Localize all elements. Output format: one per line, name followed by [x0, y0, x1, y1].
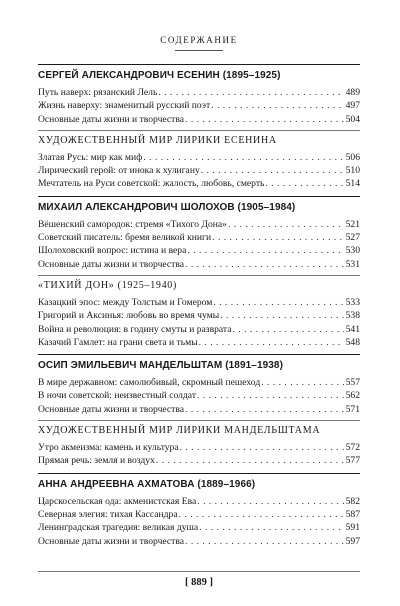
toc-entry-title: Основные даты жизни и творчества: [38, 258, 185, 270]
toc-entry-title: Царскосельская ода: акменистская Ева: [38, 495, 197, 507]
toc-entry-page: 557: [345, 377, 360, 389]
toc-entry-page: 571: [345, 403, 360, 415]
dot-leader: [143, 151, 343, 164]
toc-subsection: [38, 275, 360, 349]
toc-entry-page: 548: [345, 336, 360, 348]
dot-leader: [199, 521, 343, 534]
section-title: ОСИП ЭМИЛЬЕВИЧ МАНДЕЛЬШТАМ (1891–1938): [38, 360, 284, 372]
toc-entry-title: Утро акмеизма: камень и культура: [38, 442, 179, 454]
running-head-rule: [175, 50, 223, 51]
dot-leader: [185, 403, 344, 416]
toc-entry-page: 510: [345, 165, 360, 177]
toc-entry-title: Ленинградская трагедия: великая душа: [38, 522, 199, 534]
toc-entry-title: Вёшенский самородок: стремя «Тихого Дона»: [38, 218, 227, 230]
dot-leader: [197, 495, 343, 508]
toc-entry-page: 591: [345, 522, 360, 534]
dot-leader: [185, 113, 344, 126]
running-head: СОДЕРЖАНИЕ: [160, 35, 238, 45]
toc-entry-page: 597: [345, 535, 360, 547]
toc-entry-page: 489: [345, 87, 360, 98]
dot-leader: [185, 535, 344, 548]
toc-entry[interactable]: [38, 151, 360, 164]
toc-entry[interactable]: [38, 508, 360, 521]
toc-entry-title: Основные даты жизни и творчества: [38, 403, 185, 415]
toc-entry-title: Лирический герой: от инока к хулигану: [38, 165, 200, 177]
toc-entry-title: Жизнь наверху: знаменитый русский поэт: [38, 100, 211, 112]
toc-entry-title: В мире державном: самолюбивый, скромный пешеход: [38, 377, 261, 389]
toc-section: [38, 473, 360, 553]
book-page: [38, 0, 360, 606]
toc-entry-page: 530: [345, 245, 360, 257]
toc-entry-title: В ночи советской: неизвестный солдат: [38, 390, 197, 402]
toc-entry[interactable]: [38, 336, 360, 349]
toc-subsection: [38, 420, 360, 468]
toc-entry[interactable]: [38, 389, 360, 402]
dot-leader: [187, 244, 343, 257]
dot-leader: [179, 508, 344, 521]
toc-entry[interactable]: [38, 535, 360, 548]
dot-leader: [265, 177, 343, 190]
toc-entry[interactable]: [38, 309, 360, 322]
toc-entry[interactable]: [38, 86, 360, 99]
toc-entry-title: Северная элегия: тихая Кассандра: [38, 508, 178, 520]
toc-entry-page: 527: [345, 232, 360, 244]
toc-subsection: [38, 130, 360, 191]
toc-entry[interactable]: [38, 218, 360, 231]
toc-entry-page: 497: [345, 100, 360, 112]
dot-leader: [228, 218, 344, 231]
toc-entry-page: 582: [345, 495, 360, 507]
subsection-title: ХУДОЖЕСТВЕННЫЙ МИР ЛИРИКИ МАНДЕЛЬШТАМА: [38, 425, 321, 437]
toc-entry[interactable]: [38, 495, 360, 508]
section-title: МИХАИЛ АЛЕКСАНДРОВИЧ ШОЛОХОВ (1905–1984): [38, 201, 296, 213]
toc-entry[interactable]: [38, 403, 360, 416]
toc-entry-page: 541: [345, 323, 360, 335]
toc-entry-page: 577: [345, 455, 360, 467]
toc-entry-page: 572: [345, 442, 360, 454]
toc-entry-title: Шолоховский вопрос: истина и вера: [38, 245, 187, 257]
toc-entry-page: 531: [345, 258, 360, 270]
toc-entry-title: Григорий и Аксинья: любовь во время чумы: [38, 310, 220, 322]
toc-entry-page: 504: [345, 113, 360, 125]
dot-leader: [185, 258, 344, 271]
dot-leader: [156, 454, 344, 467]
dot-leader: [201, 164, 344, 177]
toc-entry[interactable]: [38, 113, 360, 126]
dot-leader: [212, 231, 343, 244]
toc-entry[interactable]: [38, 177, 360, 190]
toc-entry[interactable]: [38, 521, 360, 534]
dot-leader: [213, 296, 343, 309]
toc-entry-title: Основные даты жизни и творчества: [38, 535, 185, 547]
toc-entry[interactable]: [38, 454, 360, 467]
dot-leader: [261, 376, 343, 389]
toc-entry-page: 533: [345, 296, 360, 308]
footer-rule: [38, 571, 360, 572]
toc-entry-title: Казацкий эпос: между Толстым и Гомером: [38, 296, 213, 308]
dot-leader: [180, 441, 344, 454]
dot-leader: [199, 336, 344, 349]
subsection-title: «ТИХИЙ ДОН» (1925–1940): [38, 279, 178, 291]
toc-section: [38, 64, 360, 196]
table-of-contents: [38, 64, 360, 553]
toc-entry[interactable]: [38, 441, 360, 454]
toc-entry[interactable]: [38, 323, 360, 336]
toc-entry-title: Златая Русь: мир как миф: [38, 151, 143, 163]
toc-entry-title: Мечтатель на Руси советской: жалость, любовь, смерть: [38, 178, 265, 190]
dot-leader: [211, 99, 343, 112]
toc-entry[interactable]: [38, 296, 360, 309]
toc-entry-title: Основные даты жизни и творчества: [38, 113, 185, 125]
dot-leader: [232, 323, 343, 336]
toc-entry-title: Путь наверх: рязанский Лель: [38, 87, 158, 98]
dot-leader: [220, 309, 343, 322]
toc-entry-title: Казачий Гамлет: на грани света и тьмы: [38, 336, 198, 348]
toc-entry[interactable]: [38, 258, 360, 271]
toc-entry[interactable]: [38, 164, 360, 177]
subsection-title: ХУДОЖЕСТВЕННЫЙ МИР ЛИРИКИ ЕСЕНИНА: [38, 134, 277, 146]
section-title: АННА АНДРЕЕВНА АХМАТОВА (1889–1966): [38, 478, 256, 490]
toc-entry[interactable]: [38, 376, 360, 389]
toc-entry-page: 521: [345, 218, 360, 230]
toc-entry-page: 514: [345, 178, 360, 190]
toc-entry-page: 562: [345, 390, 360, 402]
toc-section: [38, 354, 360, 472]
toc-entry-page: 538: [345, 310, 360, 322]
toc-entry-title: Прямая речь: земля и воздух: [38, 455, 155, 467]
toc-entry[interactable]: [38, 231, 360, 244]
toc-entry-page: 506: [345, 151, 360, 163]
toc-entry-title: Война и революция: в годину смуты и разврата: [38, 323, 232, 335]
page-number: [ 889 ]: [185, 577, 213, 588]
toc-section: [38, 196, 360, 354]
dot-leader: [158, 86, 343, 99]
toc-entry[interactable]: [38, 244, 360, 257]
toc-entry[interactable]: [38, 99, 360, 112]
toc-entry-page: 587: [345, 508, 360, 520]
dot-leader: [197, 389, 344, 402]
section-title: СЕРГЕЙ АЛЕКСАНДРОВИЧ ЕСЕНИН (1895–1925): [38, 70, 281, 81]
toc-entry-title: Советский писатель: бремя великой книги: [38, 232, 212, 244]
